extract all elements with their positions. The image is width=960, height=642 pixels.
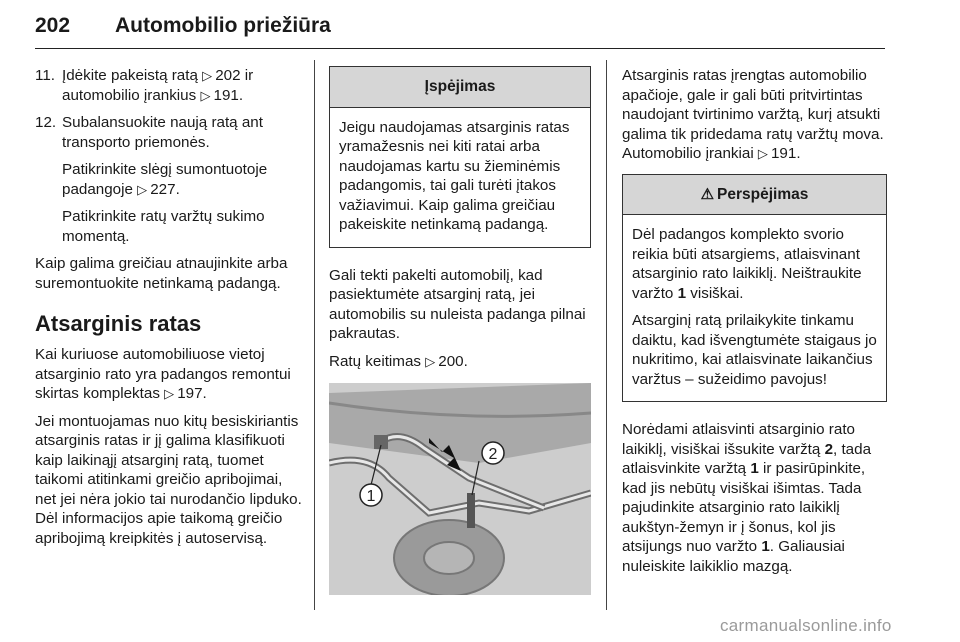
- spare-wheel-illustration: [329, 383, 591, 595]
- list-sub-paragraph: Patikrinkite ratų varžtų sukimo momentą.: [62, 208, 265, 245]
- page-ref-link[interactable]: 200: [438, 352, 464, 370]
- ref-arrow-icon: ▷: [425, 353, 436, 369]
- warning-title: Perspėjimas: [717, 185, 809, 203]
- column-middle: [329, 66, 591, 595]
- caution-title: Įspėjimas: [330, 67, 590, 108]
- page-number: 202: [35, 14, 71, 37]
- warning-text: Dėl padangos komplekto svorio reikia būti atsargiems, atlaisvinant atsarginio rato laikiklį. Neištraukite varžto 1 visiškai.: [632, 226, 862, 302]
- page-ref-link[interactable]: 191: [213, 86, 239, 104]
- ref-arrow-icon: ▷: [137, 181, 148, 197]
- column-divider: [314, 60, 315, 610]
- paragraph: Jei montuojamas nuo kitų besiskiriantis atsarginis ratas ir jį galima klasifikuoti kaip laikinąjį atsarginį ratą, tuomet taikomi atitinkami greičio apribojimai, net jei nėra jokio tai nurodančio lipduko. Dėl informacijos apie taikomą greičio apribojimą kreipkitės į autoservisą.: [35, 412, 302, 547]
- column-right: [622, 66, 887, 584]
- column-divider: [606, 60, 607, 610]
- paragraph: Norėdami atlaisvinti atsarginio rato laikiklį, visiškai išsukite varžtą 2, tada atlaisvinkite varžtą 1 ir pasirūpinkite, kad jis nebūtų visiškai išimtas. Tada pajudinkite atsarginio rato laikiklį aukštyn-žemyn ir į šonus, kol jis atsijungs nuo varžto 1. Galiausiai nuleiskite laikiklio mazgą.: [622, 421, 872, 575]
- paragraph: Gali tekti pakelti automobilį, kad pasiektumėte atsarginį ratą, jei automobilis su nuleista padanga pilnai pakrautas.: [329, 266, 586, 342]
- list-item-11: 11. Įdėkite pakeistą ratą ▷ 202 ir automobilio įrankius ▷ 191.: [35, 67, 254, 104]
- column-left: [35, 66, 303, 556]
- chapter-title: Automobilio priežiūra: [115, 14, 331, 37]
- callout-label-1: 1: [366, 488, 376, 505]
- warning-triangle-icon: ⚠: [700, 185, 715, 203]
- page-ref-link[interactable]: 197: [177, 385, 203, 402]
- caution-text: Jeigu naudojamas atsarginis ratas yramažesnis nei kiti ratai arba naudojamas kartu su žieminėmis padangomis, tai gali turėti įtakos važiavimui. Kaip galima greičiau pakeiskite netinkamą padangą.: [339, 118, 570, 233]
- list-sub-paragraph: Patikrinkite slėgį sumontuotoje padangoje ▷ 227.: [62, 161, 268, 198]
- page-ref-link[interactable]: 227: [150, 180, 176, 198]
- watermark: carmanualsonline.info: [720, 616, 892, 635]
- list-item-12: 12. Subalansuokite naują ratą ant transporto priemonės.: [35, 114, 263, 151]
- ref-arrow-icon: ▷: [202, 68, 213, 83]
- paragraph: Kaip galima greičiau atnaujinkite arba suremontuokite netinkamą padangą.: [35, 255, 288, 292]
- paragraph: Atsarginis ratas įrengtas automobilio apačioje, gale ir gali būti pritvirtintas naudojant tvirtinimo varžtą, kurį atsukti galima tik pridedama ratų varžtų mova. Automobilio įrankiai ▷ 191.: [622, 67, 884, 162]
- caution-box: [329, 66, 591, 248]
- paragraph: Ratų keitimas ▷ 200.: [329, 352, 468, 370]
- warning-box: [622, 174, 887, 403]
- section-heading: Atsarginis ratas: [35, 311, 202, 336]
- warning-text: Atsarginį ratą prilaikykite tinkamu daiktu, kad išvengtumėte staigaus jo nukritimo, kai atlaisvinate laikančius varžtus – sužeidimo pavojus!: [632, 312, 877, 388]
- page-ref-link[interactable]: 202: [215, 67, 241, 84]
- paragraph: Kai kuriuose automobiliuose vietoj atsarginio rato yra padangos remontui skirtas komplektas ▷ 197.: [35, 346, 291, 402]
- page-header: [35, 8, 885, 49]
- spare-wheel-drawing: [329, 383, 591, 595]
- page-ref-link[interactable]: 191: [770, 145, 797, 162]
- ref-arrow-icon: ▷: [200, 87, 211, 103]
- callout-label-2: 2: [488, 446, 498, 463]
- ref-arrow-icon: ▷: [757, 146, 768, 161]
- warning-title-bar: [623, 175, 886, 216]
- ref-arrow-icon: ▷: [164, 386, 175, 401]
